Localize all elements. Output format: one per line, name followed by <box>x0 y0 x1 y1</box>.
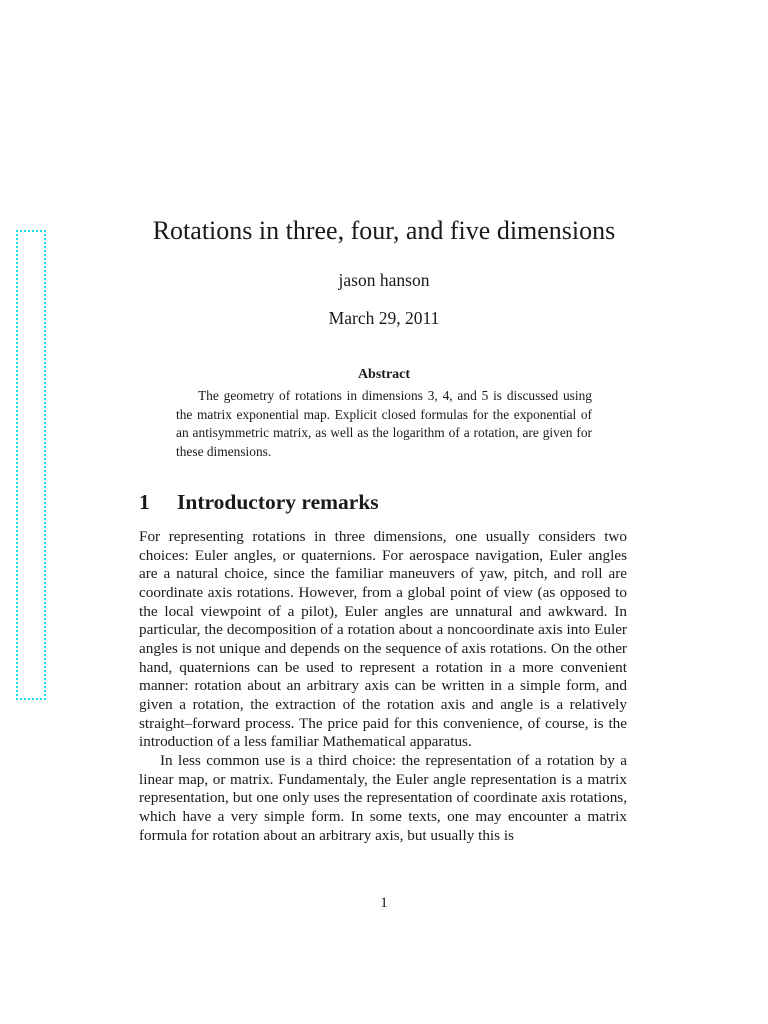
publication-date: March 29, 2011 <box>328 308 440 328</box>
body-paragraph: For representing rotations in three dimensions, one usually considers two choices: Euler angles, or quaternions. For aerospace navigation, Euler angles are a natural choice, since the familiar maneuvers of yaw, pitch, and roll are coordinate axis rotations. However, from a global point of view (as opposed to the local viewpoint of a pilot), Euler angles are unnatural and awkward. In particular, the decomposition of a rotation about a noncoordinate axis into Euler angles is not unique and depends on the sequence of axis rotations. On the other hand, quaternions can be used to represent a rotation in a more convenient manner: rotation about an arbitrary axis can be written in a simple form, and given a rotation, the extraction of the rotation axis and angle is a relatively straight–forward process. The price paid for this convenience, of course, is the introduction of a less familiar Mathematical apparatus. <box>139 528 627 751</box>
page-number: 1 <box>380 895 388 911</box>
section-body <box>139 528 627 845</box>
abstract-heading: Abstract <box>357 367 411 382</box>
section-heading <box>139 488 379 516</box>
body-paragraph: In less common use is a third choice: the representation of a rotation by a linear map, or matrix. Fundamentaly, the Euler angle representation is a matrix representation, but one only uses the representation of coordinate axis rotations, which have a very simple form. In some texts, one may encounter a matrix formula for rotation about an arbitrary axis, but usually this is <box>139 751 627 844</box>
section-number: 1 <box>139 490 150 514</box>
hyperlink-border-box[interactable] <box>16 230 46 700</box>
paper-title: Rotations in three, four, and five dimensions <box>152 216 616 245</box>
section-title: Introductory remarks <box>177 490 379 514</box>
abstract-text: The geometry of rotations in dimensions 3, 4, and 5 is discussed using the matrix exponential map. Explicit closed formulas for the exponential of an antisymmetric matrix, as well as the logarithm of a rotation, are given for these dimensions. <box>176 388 592 459</box>
author-name: jason hanson <box>338 270 430 290</box>
